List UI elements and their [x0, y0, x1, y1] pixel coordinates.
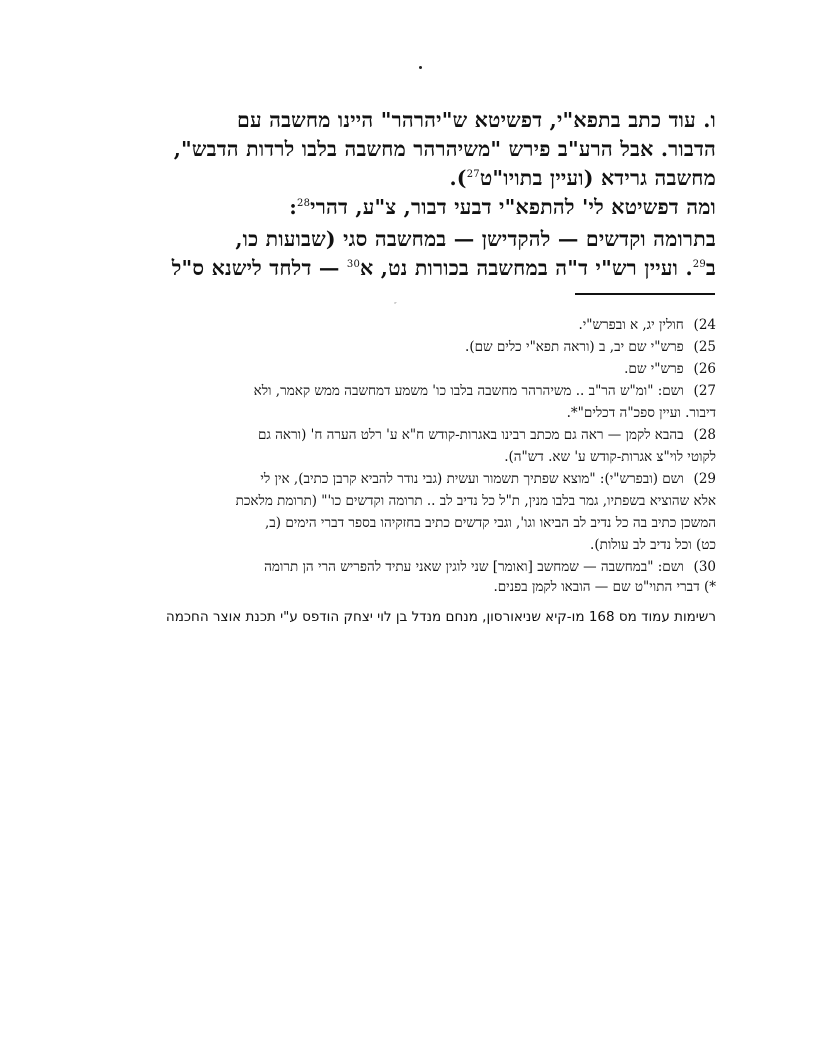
footnote-number: 25) [693, 339, 716, 355]
source-line: רשימות עמוד מס 168 מו-קיא שניאורסון, מנחם מנדל בן לוי יצחק הודפס ע"י תכנת אוצר החכמה [165, 609, 716, 625]
footnote-ref-29: 29 [692, 259, 706, 271]
footnote-separator [575, 293, 715, 295]
footnote-text-continued: המשכן כתיב בה כל נדיב לב הביאו וגו', וגבי קדשים כתיב בחזקיהו בספר דברי הימים (ב, [265, 515, 716, 531]
paragraph-question [120, 193, 716, 222]
star-note: *) דברי התוי"ט שם — הובאו לקמן בפנים. [493, 579, 716, 595]
main-line-3-text: מחשבה גרידא (ועיין בתויו"ט [479, 166, 716, 190]
main-line-3-end: ). [449, 166, 467, 190]
footnote-ref-30: 30 [346, 259, 361, 271]
footnote-30 [120, 556, 716, 578]
main-line-6 [120, 254, 716, 283]
top-dot [419, 66, 422, 69]
footnote-text: ושם (ובפרש"י): "מוצא שפתיך תשמור ועשית (גבי נודר להביא קרבן כתיב), אין לי [260, 471, 684, 487]
main-line-4 [120, 193, 716, 222]
footnote-27 [120, 380, 716, 424]
footnote-number: 26) [693, 361, 716, 377]
main-line-6-end: — דלחד לישנא ס"ל [171, 256, 347, 280]
main-line-5: בתרומה וקדשים — להקדישן — במחשבה סגי (שבועות כו, [235, 227, 716, 251]
footnote-number: 24) [693, 317, 716, 333]
main-line-4-text: ומה דפשיטא לי' להתפא"י דבעי דבור, צ"ע, דהרי [310, 195, 716, 219]
paragraph-terumah [120, 225, 716, 283]
footnote-26 [120, 358, 716, 380]
main-line-2: הדבור. אבל הרע"ב פירש "משיהרהר מחשבה בלבו לרדות הדבש", [173, 137, 716, 161]
main-line-4-end: : [289, 195, 298, 219]
footnote-number: 29) [693, 471, 716, 487]
footnote-text-continued: כט) וכל נדיב לב עולות). [590, 537, 716, 553]
main-line-1: ו. עוד כתב בתפא"י, דפשיטא ש"יהרהר" היינו מחשבה עם [236, 108, 716, 132]
footnote-number: 30) [693, 559, 716, 575]
footnote-text-continued: אלא שהוציא בשפתיו, גמר בלבו מנין, ת"ל כל נדיב לב .. תרומה וקדשים כו'" (תרומת מלאכת [235, 493, 716, 509]
footnote-29 [120, 468, 716, 556]
footnote-text: בהבא לקמן — ראה גם מכתב רבינו באגרות-קודש ח"א ע' רלט הערה ח' (וראה גם [257, 427, 684, 443]
main-line-3 [120, 164, 716, 193]
footnote-text-continued: דיבור. ועיין ספכ"ה דכלים"*. [566, 405, 716, 421]
footnote-25 [120, 336, 716, 358]
footnote-text-continued: לקוטי לוי"צ אגרות-קודש ע' שא. דש"ה). [504, 449, 716, 465]
footnote-text: פרש"י שם יב, ב (וראה תפא"י כלים שם). [465, 339, 684, 355]
footnote-number: 28) [693, 427, 716, 443]
footnote-ref-28: 28 [297, 198, 311, 210]
footnote-text: פרש"י שם. [624, 361, 684, 377]
footnote-text: חולין יג, א ובפרש"י. [578, 317, 684, 333]
footnote-number: 27) [693, 383, 716, 399]
footnotes-list [120, 314, 716, 578]
center-mark: ״ [394, 300, 397, 308]
footnote-text: ושם: "במחשבה — שמחשב [ואומר] שני לוגין שאני עתיד להפריש הרי הן תרומה [264, 559, 684, 575]
paragraph-vav [120, 106, 716, 193]
footnote-ref-27: 27 [466, 169, 480, 181]
main-line-6-start: ב [705, 256, 716, 280]
main-line-6-mid: . ועיין רש"י ד"ה במחשבה בכורות נט, א [360, 256, 693, 280]
footnote-28 [120, 424, 716, 468]
footnote-text: ושם: "ומ"ש הר"ב .. משיהרהר מחשבה בלבו כו' משמע דמחשבה ממש קאמר, ולא [253, 383, 684, 399]
footnote-24 [120, 314, 716, 336]
